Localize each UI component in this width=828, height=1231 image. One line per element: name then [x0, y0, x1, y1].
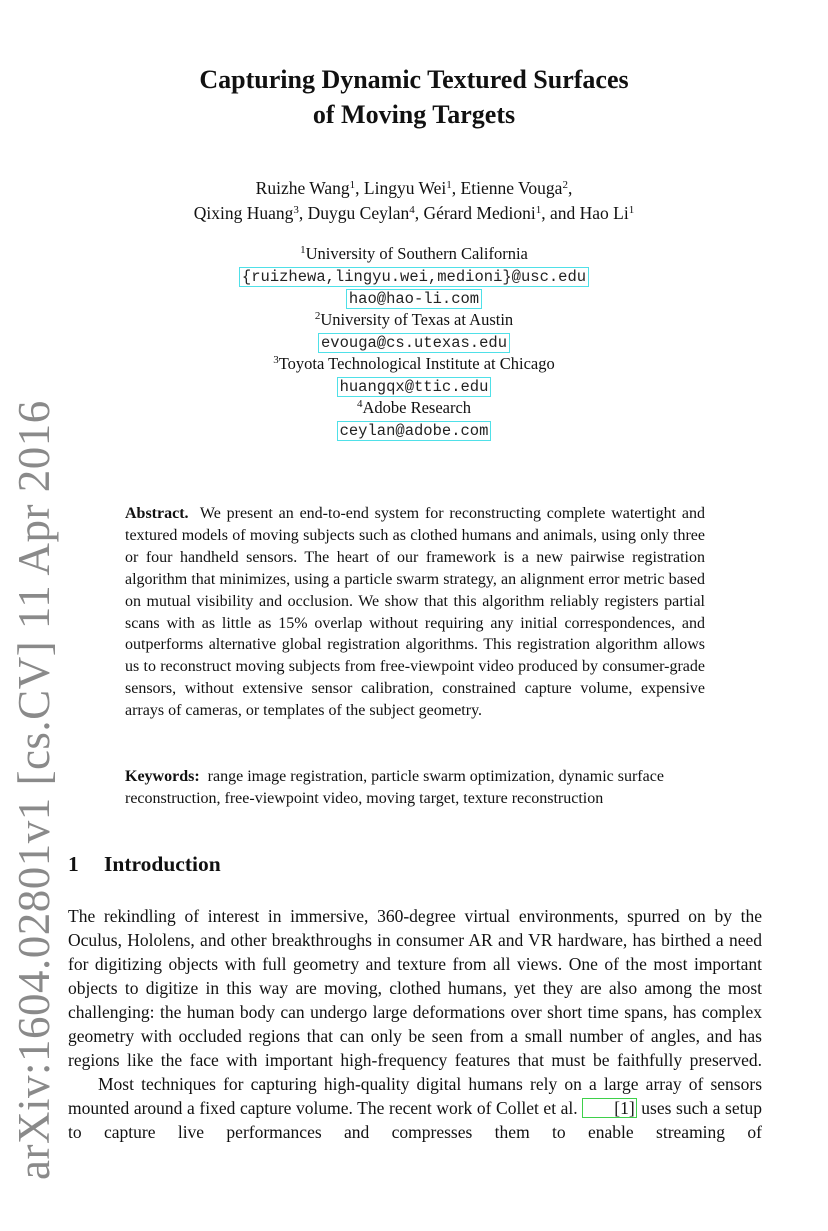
paper-title [0, 62, 828, 132]
affil-mark: 4 [356, 398, 363, 410]
author-name: Gérard Medioni [423, 203, 536, 223]
affiliation-ttic [0, 353, 828, 375]
section-heading [68, 852, 221, 877]
email-link[interactable]: huangqx@ttic.edu [337, 377, 492, 397]
paragraph [68, 1072, 762, 1144]
affil-mark: 2 [314, 310, 321, 322]
abstract [125, 503, 705, 722]
paragraph-text: Most techniques for capturing high-quality digital humans rely on a large array of sensors mounted around a fixed capture volume. The recent work of Collet et al. [68, 1074, 762, 1118]
affiliation-name: University of Southern California [305, 244, 528, 263]
author-affil-mark: 1 [535, 204, 542, 216]
keywords [125, 766, 705, 810]
affiliation-usc [0, 243, 828, 265]
section-number: 1 [68, 852, 79, 876]
email-link[interactable]: ceylan@adobe.com [337, 421, 492, 441]
introduction-body [68, 904, 762, 1144]
affiliation-ut-austin [0, 309, 828, 331]
author-affil-mark: 1 [349, 179, 356, 191]
author-affil-mark: 1 [628, 204, 635, 216]
email-link[interactable]: hao@hao-li.com [346, 289, 482, 309]
arxiv-identifier-stamp: arXiv:1604.02801v1 [cs.CV] 11 Apr 2016 [9, 400, 59, 1180]
section-title: Introduction [104, 852, 221, 876]
keywords-label: Keywords: [125, 768, 200, 785]
affil-mark: 1 [300, 244, 306, 256]
author-name: Lingyu Wei [363, 178, 447, 198]
title-line-2: of Moving Targets [312, 100, 516, 129]
author-affil-mark: 2 [562, 179, 568, 191]
affiliation-adobe [0, 397, 828, 419]
citation-link[interactable]: [1] [582, 1098, 636, 1118]
author-name: Etienne Vouga [460, 178, 563, 198]
author-name: Duygu Ceylan [307, 203, 410, 223]
author-affil-mark: 3 [293, 204, 299, 216]
email-link[interactable]: {ruizhewa,lingyu.wei,medioni}@usc.edu [239, 267, 589, 287]
abstract-label: Abstract. [125, 505, 189, 522]
author-line-1: Ruizhe Wang$^1$, Lingyu Wei$^1$, Etienne Vouga$^2$, [255, 178, 573, 198]
author-name: Ruizhe Wang [255, 178, 350, 198]
keywords-text: range image registration, particle swarm optimization, dynamic surface reconstruction, free-viewpoint video, moving target, texture reconstruction [125, 768, 664, 807]
affiliation-name: Adobe Research [362, 398, 472, 417]
affiliation-name: University of Texas at Austin [320, 310, 514, 329]
affiliation-name: Toyota Technological Institute at Chicago [278, 354, 555, 373]
author-list [0, 176, 828, 226]
author-affil-mark: 4 [409, 204, 415, 216]
author-affil-mark: 1 [446, 179, 452, 191]
abstract-text: We present an end-to-end system for reconstructing complete watertight and textured models of moving subjects such as clothed humans and animals, using only three or four handheld sensors. The heart of our framework is a new pairwise registration algorithm that minimizes, using a particle swarm strategy, an alignment error metric based on mutual visibility and occlusion. We show that this algorithm reliably registers partial scans with as little as 15% overlap without requiring any initial correspondences, and outperforms alternative global registration algorithms. This registration algorithm allows us to reconstruct moving subjects from free-viewpoint video produced by consumer-grade sensors, without extensive sensor calibration, constrained capture volume, expensive arrays of cameras, or templates of the subject geometry. [125, 505, 705, 720]
affiliation-list [0, 243, 828, 441]
email-link[interactable]: evouga@cs.utexas.edu [318, 333, 510, 353]
paragraph: The rekindling of interest in immersive, 360-degree virtual environments, spurred on by the Oculus, Hololens, and other breakthroughs in consumer AR and VR hardware, has birthed a need for digitizing objects with full geometry and texture from all views. One of the most important objects to digitize in this way are moving, clothed humans, yet they are also among the most challenging: the human body can undergo large deformations over short time spans, has complex geometry with occluded regions that can only be seen from a small number of angles, and has regions like the face with important high-frequency features that must be faithfully preserved. [68, 906, 762, 1070]
author-line-2: Qixing Huang$^3$, Duygu Ceylan$^4$, Gérard Medioni$^1$, and Hao Li$^1$ [193, 203, 635, 223]
title-line-1: Capturing Dynamic Textured Surfaces [199, 65, 629, 94]
paragraph-text: uses such a setup to capture live performances and compresses them to enable streaming of [68, 1098, 762, 1142]
author-name: Hao Li [579, 203, 629, 223]
author-name: Qixing Huang [193, 203, 294, 223]
affil-mark: 3 [273, 354, 279, 366]
